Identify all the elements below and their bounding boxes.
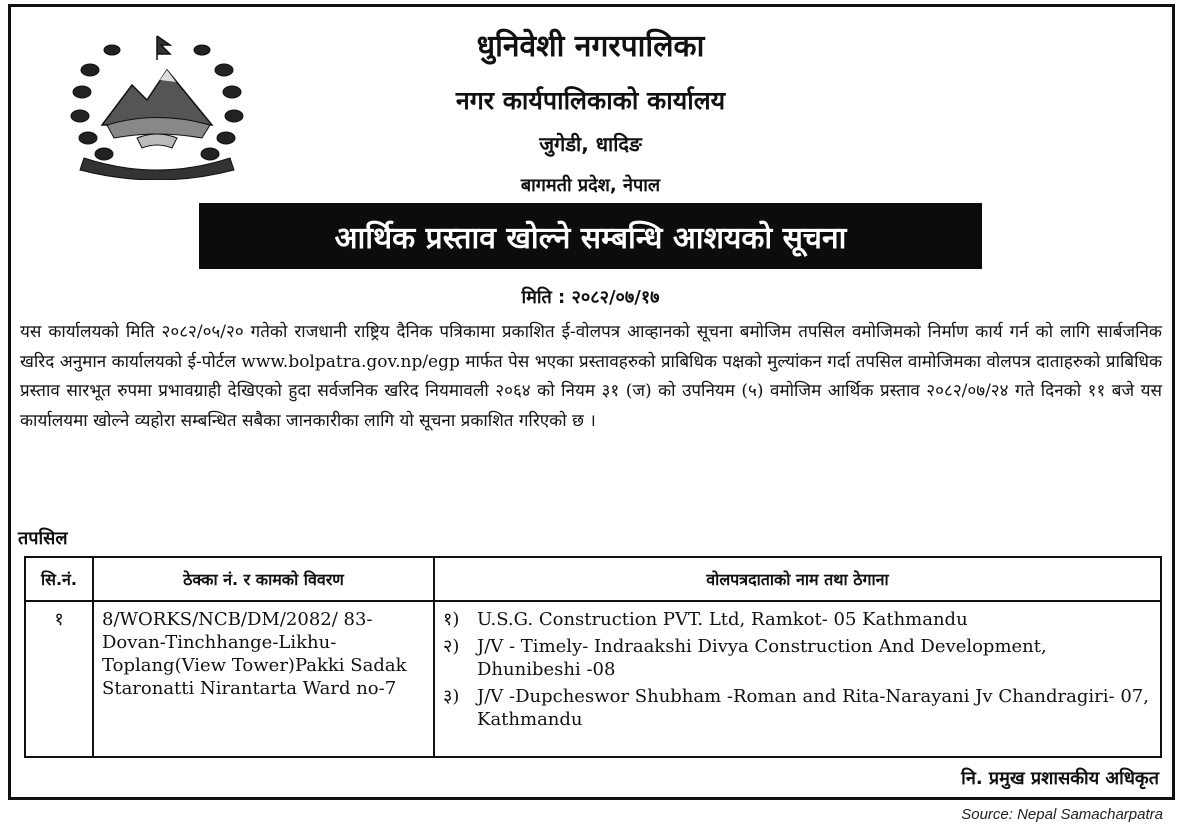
row-contract-description: 8/WORKS/NCB/DM/2082/ 83-Dovan-Tinchhange-Likhu-Toplang(View Tower)Pakki Sadak Staronatti Nirantarta Ward no-7 [93, 601, 434, 757]
table-header-row [25, 557, 1161, 601]
list-item [443, 608, 1152, 631]
details-table [24, 556, 1162, 758]
details-label: तपसिल [18, 528, 68, 549]
row-serial-number: १ [25, 601, 93, 757]
row-bidders [434, 601, 1161, 757]
list-item [443, 635, 1152, 681]
bidder-list [443, 608, 1152, 731]
list-item [443, 685, 1152, 731]
bidder-name: U.S.G. Construction PVT. Ltd, Ramkot- 05 Kathmandu [477, 609, 968, 630]
table-row [25, 601, 1161, 757]
source-credit: Source: Nepal Samacharpatra [961, 806, 1163, 823]
province-country: बागमती प्रदेश, नेपाल [520, 175, 661, 196]
municipality-name: धुनिवेशी नगरपालिका [476, 29, 705, 64]
header-serial-number: सि.नं. [25, 557, 93, 601]
bidder-name: J/V -Dupcheswor Shubham -Roman and Rita-Narayani Jv Chandragiri- 07, Kathmandu [477, 686, 1149, 730]
notice-title: आर्थिक प्रस्ताव खोल्ने सम्बन्धि आशयको सूचना [199, 203, 982, 269]
header-bidder-name-address: वोलपत्रदाताको नाम तथा ठेगाना [434, 557, 1161, 601]
signatory-title: नि. प्रमुख प्रशासकीय अधिकृत [961, 768, 1159, 789]
bidder-number: २) [443, 636, 460, 657]
office-name: नगर कार्यपालिकाको कार्यालय [455, 86, 726, 115]
header-contract-description: ठेक्का नं. र कामको विवरण [93, 557, 434, 601]
notice-body: यस कार्यालयको मिति २०८२/०५/२० गतेको राजधानी राष्ट्रिय दैनिक पत्रिकामा प्रकाशित ई-वोलपत्र आव्हानको सूचना बमोजिम तपसिल वमोजिमको निर्माण कार्य गर्न को लागि सार्बजनिक खरिद अनुमान कार्यालयको ई-पोर्टल www.bolpatra.gov.np/egp मार्फत पेस भएका प्रस्तावहरुको प्राबिधिक पक्षको मुल्यांकन गर्दा तपसिल वामोजिमका वोलपत्र दाताहरुको प्राबिधिक प्रस्ताव सारभूत रुपमा प्रभावग्राही देखिएको हुदा सर्वजनिक खरिद नियमावली २०६४ को नियम ३१ (ज) को उपनियम (५) वमोजिम आर्थिक प्रस्ताव २०८२/०७/२४ गते दिनको ११ बजे यस कार्यालयमा खोल्ने व्यहोरा सम्बन्धित सबैका जानकारीका लागि यो सूचना प्रकाशित गरिएको छ । [20, 322, 1162, 431]
bidder-number: १) [443, 609, 460, 630]
bidder-number: ३) [443, 686, 460, 707]
notice-date: मिति : २०८२/०७/१७ [521, 287, 660, 308]
office-location: जुगेडी, धादिङ [539, 132, 642, 156]
bidder-name: J/V - Timely- Indraakshi Divya Construction And Development, Dhunibeshi -08 [477, 636, 1047, 680]
